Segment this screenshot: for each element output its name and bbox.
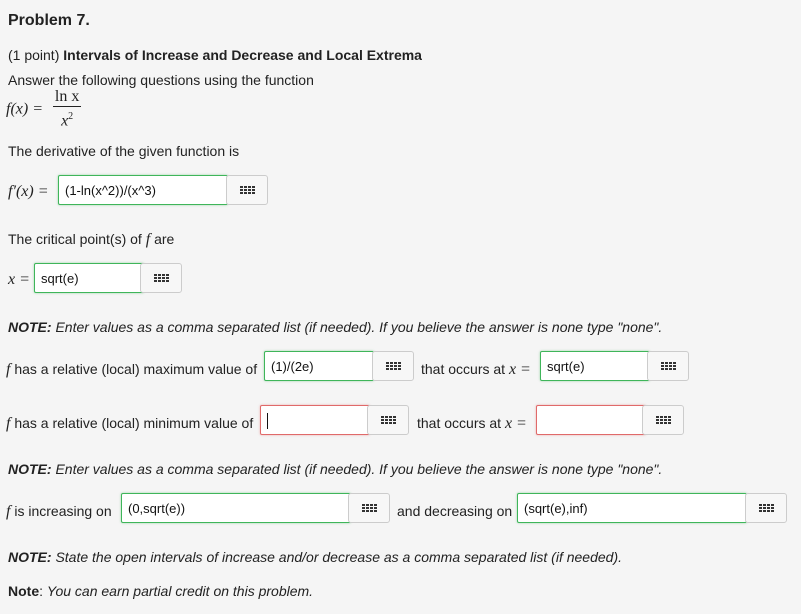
derivative-input[interactable] bbox=[59, 176, 227, 204]
decreasing-input[interactable] bbox=[518, 494, 746, 522]
maximum-value-equation-editor-button[interactable] bbox=[372, 351, 414, 381]
derivative-lhs: f′(x) = bbox=[8, 183, 49, 200]
note-partial-credit: Note: You can earn partial credit on this problem. bbox=[8, 583, 314, 599]
text-caret bbox=[267, 413, 268, 429]
minimum-text: f has a relative (local) minimum value of bbox=[6, 415, 254, 432]
note-values-1: NOTE: Enter values as a comma separated list (if needed). If you believe the answer is none type "none". bbox=[8, 319, 663, 335]
grid-icon bbox=[661, 362, 676, 370]
grid-icon bbox=[381, 416, 396, 424]
increasing-input[interactable] bbox=[122, 494, 350, 522]
minimum-location-equation-editor-button[interactable] bbox=[642, 405, 684, 435]
maximum-value-input[interactable] bbox=[265, 352, 373, 380]
heading-text: Intervals of Increase and Decrease and Local Extrema bbox=[63, 47, 422, 63]
function-denominator: $x^2$ bbox=[61, 111, 74, 130]
note-values-2: NOTE: Enter values as a comma separated list (if needed). If you believe the answer is none type "none". bbox=[8, 461, 663, 477]
maximum-value-input-box[interactable] bbox=[264, 351, 374, 381]
maximum-location-input[interactable] bbox=[541, 352, 649, 380]
grid-icon bbox=[240, 186, 255, 194]
minimum-occurs-text: that occurs at x = bbox=[417, 415, 527, 432]
maximum-location-equation-editor-button[interactable] bbox=[647, 351, 689, 381]
decreasing-input-box[interactable] bbox=[517, 493, 747, 523]
function-definition bbox=[6, 88, 81, 131]
grid-icon bbox=[656, 416, 671, 424]
critical-input-box[interactable] bbox=[34, 263, 144, 293]
minimum-value-equation-editor-button[interactable] bbox=[367, 405, 409, 435]
grid-icon bbox=[362, 504, 377, 512]
instruction-text: Answer the following questions using the function bbox=[8, 72, 314, 88]
grid-icon bbox=[386, 362, 401, 370]
critical-text: The critical point(s) of f are bbox=[8, 231, 175, 248]
increasing-text: f is increasing on bbox=[6, 503, 112, 520]
grid-icon bbox=[759, 504, 774, 512]
derivative-equation-editor-button[interactable] bbox=[226, 175, 268, 205]
function-lhs: f(x) = bbox=[6, 100, 43, 118]
critical-equation-editor-button[interactable] bbox=[140, 263, 182, 293]
function-numerator: ln x bbox=[54, 88, 80, 105]
maximum-location-input-box[interactable] bbox=[540, 351, 650, 381]
minimum-location-input[interactable] bbox=[537, 406, 645, 434]
minimum-location-input-box[interactable] bbox=[536, 405, 646, 435]
problem-title: Problem 7. bbox=[8, 12, 90, 29]
minimum-value-input-box[interactable] bbox=[260, 405, 370, 435]
critical-lhs: x = bbox=[8, 271, 30, 288]
problem-heading bbox=[8, 47, 422, 63]
grid-icon bbox=[154, 274, 169, 282]
increasing-equation-editor-button[interactable] bbox=[348, 493, 390, 523]
derivative-input-box[interactable] bbox=[58, 175, 228, 205]
critical-input[interactable] bbox=[35, 264, 143, 292]
points-label: (1 point) bbox=[8, 47, 60, 63]
decreasing-equation-editor-button[interactable] bbox=[745, 493, 787, 523]
function-fraction bbox=[53, 88, 81, 131]
maximum-text: f has a relative (local) maximum value of bbox=[6, 361, 258, 378]
increasing-input-box[interactable] bbox=[121, 493, 351, 523]
note-intervals: NOTE: State the open intervals of increase and/or decrease as a comma separated list (if needed). bbox=[8, 549, 622, 565]
maximum-occurs-text: that occurs at x = bbox=[421, 361, 531, 378]
minimum-value-input[interactable] bbox=[261, 406, 369, 434]
decreasing-text: and decreasing on bbox=[397, 503, 513, 519]
derivative-text: The derivative of the given function is bbox=[8, 143, 240, 159]
